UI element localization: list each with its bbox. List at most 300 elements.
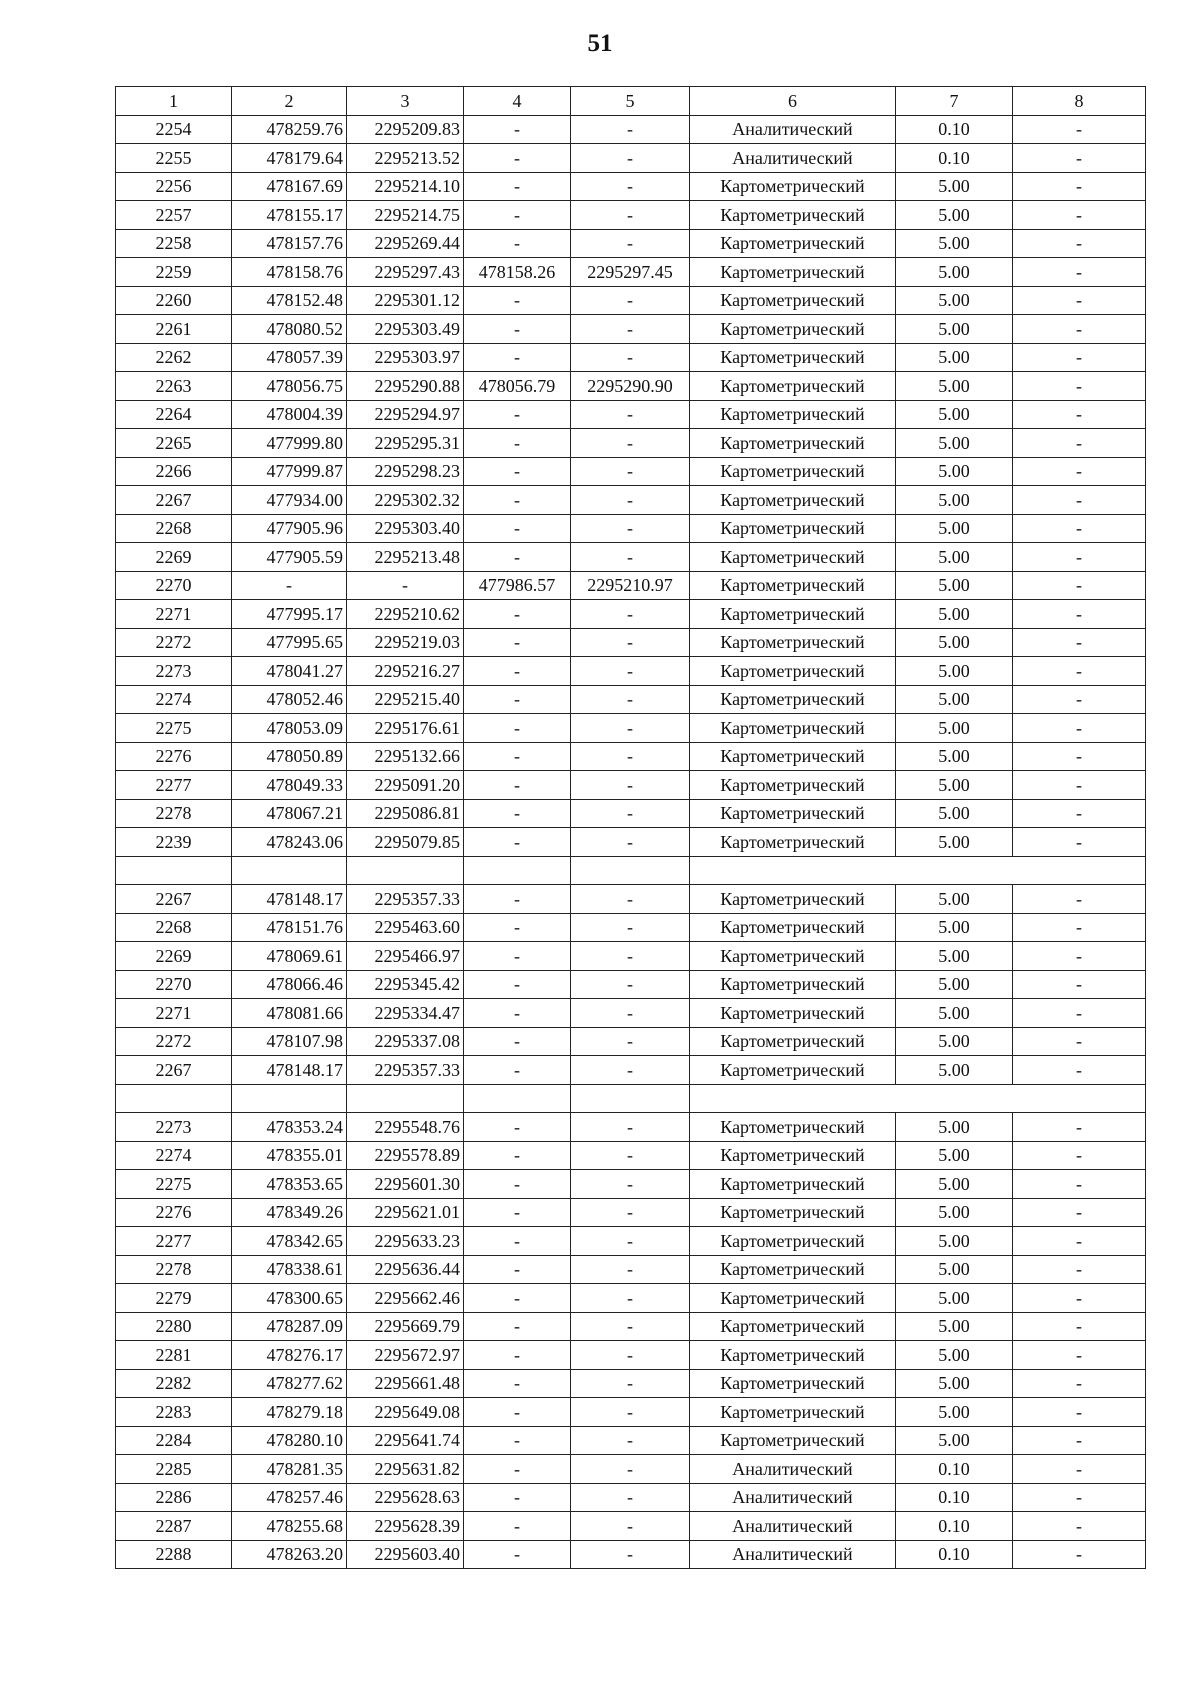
column-header-1: 1 [116, 87, 232, 116]
table-cell-col-4: - [464, 1312, 571, 1341]
table-cell-col-8: - [1013, 1284, 1146, 1313]
table-cell-col-1: 2255 [116, 144, 232, 173]
table-cell-col-4: - [464, 1455, 571, 1484]
table-cell-col-3: 2295548.76 [347, 1113, 464, 1142]
table-row [116, 1113, 1146, 1142]
table-cell-col-7: 5.00 [896, 429, 1013, 458]
table-cell-col-5: - [571, 714, 690, 743]
table-cell-col-6: Картометрический [690, 1369, 896, 1398]
table-cell-col-4: - [464, 1255, 571, 1284]
table-cell-col-5: - [571, 1056, 690, 1085]
table-cell-col-8: - [1013, 1540, 1146, 1569]
table-cell-col-4: 477986.57 [464, 571, 571, 600]
table-cell-col-1: 2279 [116, 1284, 232, 1313]
separator-cell [1013, 856, 1146, 885]
separator-cell [347, 1084, 464, 1113]
table-cell-col-6: Картометрический [690, 258, 896, 287]
table-row [116, 343, 1146, 372]
table-row [116, 999, 1146, 1028]
table-cell-col-8: - [1013, 457, 1146, 486]
section-separator [116, 856, 1146, 885]
table-cell-col-6: Картометрический [690, 1056, 896, 1085]
table-cell-col-8: - [1013, 685, 1146, 714]
table-cell-col-3: 2295633.23 [347, 1227, 464, 1256]
table-cell-col-1: 2267 [116, 1056, 232, 1085]
table-cell-col-3: 2295631.82 [347, 1455, 464, 1484]
table-cell-col-2: 478052.46 [232, 685, 347, 714]
table-cell-col-5: - [571, 885, 690, 914]
table-cell-col-6: Аналитический [690, 144, 896, 173]
table-cell-col-7: 5.00 [896, 315, 1013, 344]
table-cell-col-6: Картометрический [690, 1141, 896, 1170]
table-row [116, 571, 1146, 600]
table-cell-col-2: 478338.61 [232, 1255, 347, 1284]
table-cell-col-1: 2262 [116, 343, 232, 372]
table-cell-col-6: Картометрический [690, 372, 896, 401]
table-cell-col-2: 478041.27 [232, 657, 347, 686]
table-row [116, 771, 1146, 800]
table-body [116, 87, 1146, 1569]
table-row [116, 286, 1146, 315]
table-cell-col-1: 2274 [116, 685, 232, 714]
table-cell-col-8: - [1013, 571, 1146, 600]
table-cell-col-3: 2295357.33 [347, 885, 464, 914]
table-cell-col-4: - [464, 457, 571, 486]
table-cell-col-8: - [1013, 714, 1146, 743]
column-header-8: 8 [1013, 87, 1146, 116]
table-cell-col-3: 2295214.10 [347, 172, 464, 201]
table-row [116, 714, 1146, 743]
table-cell-col-4: - [464, 315, 571, 344]
table-cell-col-7: 5.00 [896, 1255, 1013, 1284]
table-cell-col-8: - [1013, 372, 1146, 401]
table-cell-col-1: 2275 [116, 714, 232, 743]
table-cell-col-8: - [1013, 1398, 1146, 1427]
table-cell-col-5: - [571, 1170, 690, 1199]
table-cell-col-3: 2295215.40 [347, 685, 464, 714]
table-cell-col-4: - [464, 543, 571, 572]
table-cell-col-8: - [1013, 115, 1146, 144]
table-cell-col-1: 2273 [116, 657, 232, 686]
table-cell-col-1: 2270 [116, 571, 232, 600]
table-cell-col-7: 5.00 [896, 1027, 1013, 1056]
table-cell-col-6: Картометрический [690, 628, 896, 657]
table-cell-col-2: 478342.65 [232, 1227, 347, 1256]
table-cell-col-4: - [464, 115, 571, 144]
table-cell-col-2: 478259.76 [232, 115, 347, 144]
table-row [116, 514, 1146, 543]
table-cell-col-1: 2278 [116, 1255, 232, 1284]
table-cell-col-3: 2295628.39 [347, 1512, 464, 1541]
table-cell-col-3: 2295303.49 [347, 315, 464, 344]
table-cell-col-6: Картометрический [690, 999, 896, 1028]
table-cell-col-2: 478276.17 [232, 1341, 347, 1370]
table-cell-col-7: 5.00 [896, 543, 1013, 572]
table-cell-col-7: 5.00 [896, 1198, 1013, 1227]
table-cell-col-6: Картометрический [690, 742, 896, 771]
table-cell-col-6: Картометрический [690, 343, 896, 372]
table-cell-col-1: 2269 [116, 543, 232, 572]
table-cell-col-2: 478349.26 [232, 1198, 347, 1227]
table-cell-col-1: 2267 [116, 486, 232, 515]
table-cell-col-1: 2256 [116, 172, 232, 201]
table-cell-col-5: 2295210.97 [571, 571, 690, 600]
table-cell-col-4: - [464, 600, 571, 629]
table-cell-col-7: 5.00 [896, 970, 1013, 999]
table-cell-col-3: 2295603.40 [347, 1540, 464, 1569]
table-cell-col-3: 2295303.40 [347, 514, 464, 543]
table-cell-col-7: 5.00 [896, 771, 1013, 800]
table-cell-col-6: Картометрический [690, 885, 896, 914]
table-cell-col-5: - [571, 1255, 690, 1284]
separator-cell [116, 1084, 232, 1113]
table-cell-col-2: 478049.33 [232, 771, 347, 800]
table-cell-col-6: Картометрический [690, 600, 896, 629]
table-cell-col-1: 2281 [116, 1341, 232, 1370]
table-row [116, 942, 1146, 971]
table-cell-col-7: 0.10 [896, 1483, 1013, 1512]
table-cell-col-2: 478287.09 [232, 1312, 347, 1341]
table-cell-col-2: 477999.87 [232, 457, 347, 486]
table-cell-col-6: Картометрический [690, 543, 896, 572]
table-cell-col-8: - [1013, 343, 1146, 372]
table-cell-col-4: - [464, 229, 571, 258]
table-cell-col-5: - [571, 1398, 690, 1427]
table-cell-col-3: 2295669.79 [347, 1312, 464, 1341]
table-cell-col-7: 5.00 [896, 1284, 1013, 1313]
separator-cell [896, 856, 1013, 885]
table-cell-col-6: Аналитический [690, 1483, 896, 1512]
table-cell-col-5: - [571, 201, 690, 230]
table-cell-col-8: - [1013, 1056, 1146, 1085]
table-cell-col-5: - [571, 543, 690, 572]
table-cell-col-5: - [571, 913, 690, 942]
column-header-2: 2 [232, 87, 347, 116]
table-row [116, 258, 1146, 287]
table-cell-col-7: 5.00 [896, 457, 1013, 486]
table-cell-col-4: - [464, 1198, 571, 1227]
separator-cell [690, 856, 896, 885]
table-cell-col-4: - [464, 343, 571, 372]
table-cell-col-7: 5.00 [896, 400, 1013, 429]
table-cell-col-8: - [1013, 885, 1146, 914]
table-cell-col-8: - [1013, 999, 1146, 1028]
table-cell-col-2: 478081.66 [232, 999, 347, 1028]
table-cell-col-8: - [1013, 1027, 1146, 1056]
table-cell-col-5: - [571, 1512, 690, 1541]
table-cell-col-5: - [571, 600, 690, 629]
table-row [116, 1056, 1146, 1085]
table-cell-col-8: - [1013, 913, 1146, 942]
table-cell-col-5: - [571, 115, 690, 144]
table-cell-col-8: - [1013, 486, 1146, 515]
table-cell-col-2: - [232, 571, 347, 600]
table-cell-col-3: 2295298.23 [347, 457, 464, 486]
separator-cell [571, 1084, 690, 1113]
table-cell-col-6: Картометрический [690, 1398, 896, 1427]
table-cell-col-3: 2295301.12 [347, 286, 464, 315]
table-cell-col-2: 478300.65 [232, 1284, 347, 1313]
table-row [116, 486, 1146, 515]
table-cell-col-3: 2295601.30 [347, 1170, 464, 1199]
table-cell-col-3: 2295295.31 [347, 429, 464, 458]
table-cell-col-4: - [464, 942, 571, 971]
table-cell-col-5: - [571, 1341, 690, 1370]
table-cell-col-4: - [464, 400, 571, 429]
table-cell-col-8: - [1013, 1483, 1146, 1512]
table-cell-col-4: - [464, 970, 571, 999]
table-cell-col-3: 2295357.33 [347, 1056, 464, 1085]
coordinates-table [115, 86, 1146, 1569]
table-cell-col-2: 477995.17 [232, 600, 347, 629]
table-cell-col-5: - [571, 429, 690, 458]
table-cell-col-7: 5.00 [896, 1398, 1013, 1427]
table-cell-col-3: 2295294.97 [347, 400, 464, 429]
table-cell-col-8: - [1013, 201, 1146, 230]
table-cell-col-8: - [1013, 1455, 1146, 1484]
table-cell-col-5: - [571, 1483, 690, 1512]
table-cell-col-3: 2295210.62 [347, 600, 464, 629]
table-cell-col-1: 2285 [116, 1455, 232, 1484]
table-cell-col-6: Картометрический [690, 1255, 896, 1284]
table-cell-col-7: 5.00 [896, 201, 1013, 230]
table-cell-col-5: - [571, 942, 690, 971]
table-cell-col-3: 2295132.66 [347, 742, 464, 771]
separator-cell [232, 1084, 347, 1113]
table-cell-col-7: 5.00 [896, 343, 1013, 372]
table-cell-col-3: - [347, 571, 464, 600]
table-cell-col-4: - [464, 771, 571, 800]
table-cell-col-8: - [1013, 970, 1146, 999]
table-cell-col-4: - [464, 1113, 571, 1142]
table-cell-col-8: - [1013, 144, 1146, 173]
table-cell-col-5: - [571, 628, 690, 657]
table-row [116, 1255, 1146, 1284]
table-cell-col-4: - [464, 1512, 571, 1541]
table-cell-col-1: 2267 [116, 885, 232, 914]
table-cell-col-2: 478004.39 [232, 400, 347, 429]
table-cell-col-3: 2295219.03 [347, 628, 464, 657]
table-cell-col-6: Картометрический [690, 486, 896, 515]
table-row [116, 315, 1146, 344]
table-cell-col-8: - [1013, 229, 1146, 258]
table-cell-col-3: 2295466.97 [347, 942, 464, 971]
table-cell-col-3: 2295345.42 [347, 970, 464, 999]
table-cell-col-2: 477934.00 [232, 486, 347, 515]
table-row [116, 1398, 1146, 1427]
table-cell-col-5: - [571, 514, 690, 543]
table-cell-col-6: Картометрический [690, 1426, 896, 1455]
separator-cell [464, 1084, 571, 1113]
table-cell-col-2: 478155.17 [232, 201, 347, 230]
table-cell-col-7: 5.00 [896, 1113, 1013, 1142]
table-cell-col-4: - [464, 742, 571, 771]
table-cell-col-6: Картометрический [690, 571, 896, 600]
table-cell-col-7: 5.00 [896, 913, 1013, 942]
table-cell-col-3: 2295213.52 [347, 144, 464, 173]
table-cell-col-4: - [464, 1426, 571, 1455]
table-cell-col-2: 478069.61 [232, 942, 347, 971]
table-cell-col-1: 2282 [116, 1369, 232, 1398]
table-cell-col-8: - [1013, 1141, 1146, 1170]
table-cell-col-1: 2272 [116, 1027, 232, 1056]
table-cell-col-2: 478179.64 [232, 144, 347, 173]
table-cell-col-8: - [1013, 543, 1146, 572]
table-cell-col-5: - [571, 1027, 690, 1056]
table-cell-col-1: 2270 [116, 970, 232, 999]
column-header-7: 7 [896, 87, 1013, 116]
table-row [116, 543, 1146, 572]
table-cell-col-5: - [571, 771, 690, 800]
table-row [116, 372, 1146, 401]
table-cell-col-7: 5.00 [896, 1227, 1013, 1256]
table-cell-col-4: - [464, 1170, 571, 1199]
table-row [116, 1512, 1146, 1541]
table-cell-col-5: - [571, 457, 690, 486]
table-cell-col-6: Картометрический [690, 942, 896, 971]
table-cell-col-8: - [1013, 1255, 1146, 1284]
table-cell-col-1: 2276 [116, 742, 232, 771]
table-cell-col-7: 5.00 [896, 685, 1013, 714]
table-cell-col-2: 478158.76 [232, 258, 347, 287]
table-cell-col-1: 2266 [116, 457, 232, 486]
table-cell-col-7: 5.00 [896, 1341, 1013, 1370]
table-cell-col-7: 5.00 [896, 172, 1013, 201]
table-cell-col-7: 5.00 [896, 486, 1013, 515]
table-cell-col-7: 0.10 [896, 144, 1013, 173]
table-cell-col-7: 5.00 [896, 372, 1013, 401]
table-cell-col-4: - [464, 799, 571, 828]
table-cell-col-5: - [571, 1455, 690, 1484]
table-cell-col-7: 5.00 [896, 600, 1013, 629]
table-cell-col-4: - [464, 999, 571, 1028]
table-cell-col-5: - [571, 400, 690, 429]
table-cell-col-6: Картометрический [690, 172, 896, 201]
table-cell-col-1: 2287 [116, 1512, 232, 1541]
table-cell-col-7: 5.00 [896, 799, 1013, 828]
table-cell-col-2: 478255.68 [232, 1512, 347, 1541]
table-cell-col-8: - [1013, 628, 1146, 657]
table-cell-col-4: - [464, 144, 571, 173]
table-cell-col-7: 5.00 [896, 885, 1013, 914]
table-cell-col-3: 2295641.74 [347, 1426, 464, 1455]
table-cell-col-1: 2261 [116, 315, 232, 344]
table-cell-col-6: Картометрический [690, 1227, 896, 1256]
table-cell-col-5: - [571, 1141, 690, 1170]
table-cell-col-1: 2259 [116, 258, 232, 287]
table-cell-col-2: 478152.48 [232, 286, 347, 315]
table-cell-col-3: 2295297.43 [347, 258, 464, 287]
table-cell-col-7: 5.00 [896, 828, 1013, 857]
table-cell-col-2: 478053.09 [232, 714, 347, 743]
table-cell-col-3: 2295214.75 [347, 201, 464, 230]
table-cell-col-1: 2280 [116, 1312, 232, 1341]
separator-cell [116, 856, 232, 885]
table-cell-col-2: 478157.76 [232, 229, 347, 258]
table-cell-col-6: Картометрический [690, 685, 896, 714]
table-row [116, 1312, 1146, 1341]
table-row [116, 742, 1146, 771]
table-cell-col-3: 2295290.88 [347, 372, 464, 401]
table-cell-col-8: - [1013, 828, 1146, 857]
table-cell-col-5: - [571, 657, 690, 686]
table-cell-col-3: 2295176.61 [347, 714, 464, 743]
section-separator [116, 1084, 1146, 1113]
table-cell-col-5: - [571, 685, 690, 714]
table-row [116, 457, 1146, 486]
table-cell-col-6: Картометрический [690, 400, 896, 429]
table-cell-col-3: 2295269.44 [347, 229, 464, 258]
table-cell-col-5: - [571, 1284, 690, 1313]
table-cell-col-8: - [1013, 315, 1146, 344]
table-cell-col-1: 2288 [116, 1540, 232, 1569]
table-row [116, 172, 1146, 201]
table-cell-col-2: 478151.76 [232, 913, 347, 942]
table-cell-col-6: Картометрический [690, 970, 896, 999]
table-cell-col-6: Аналитический [690, 1455, 896, 1484]
table-cell-col-3: 2295303.97 [347, 343, 464, 372]
table-cell-col-2: 478167.69 [232, 172, 347, 201]
table-row [116, 828, 1146, 857]
table-cell-col-5: 2295290.90 [571, 372, 690, 401]
table-cell-col-5: - [571, 286, 690, 315]
table-row [116, 1227, 1146, 1256]
table-cell-col-2: 478353.24 [232, 1113, 347, 1142]
table-cell-col-3: 2295213.48 [347, 543, 464, 572]
table-cell-col-4: 478158.26 [464, 258, 571, 287]
table-cell-col-1: 2271 [116, 600, 232, 629]
column-header-3: 3 [347, 87, 464, 116]
table-cell-col-7: 5.00 [896, 657, 1013, 686]
table-cell-col-1: 2258 [116, 229, 232, 258]
table-cell-col-2: 478281.35 [232, 1455, 347, 1484]
table-cell-col-1: 2260 [116, 286, 232, 315]
table-cell-col-2: 478066.46 [232, 970, 347, 999]
table-cell-col-1: 2274 [116, 1141, 232, 1170]
table-cell-col-7: 5.00 [896, 1369, 1013, 1398]
table-cell-col-4: - [464, 1027, 571, 1056]
table-cell-col-3: 2295636.44 [347, 1255, 464, 1284]
table-cell-col-2: 478280.10 [232, 1426, 347, 1455]
table-cell-col-6: Аналитический [690, 115, 896, 144]
table-row [116, 1341, 1146, 1370]
table-cell-col-4: - [464, 486, 571, 515]
table-cell-col-3: 2295209.83 [347, 115, 464, 144]
table-cell-col-5: - [571, 229, 690, 258]
table-cell-col-8: - [1013, 799, 1146, 828]
table-cell-col-8: - [1013, 657, 1146, 686]
table-cell-col-6: Картометрический [690, 799, 896, 828]
table-cell-col-1: 2275 [116, 1170, 232, 1199]
table-cell-col-1: 2269 [116, 942, 232, 971]
table-cell-col-1: 2257 [116, 201, 232, 230]
table-cell-col-4: - [464, 1141, 571, 1170]
table-row [116, 201, 1146, 230]
table-cell-col-8: - [1013, 514, 1146, 543]
table-cell-col-7: 5.00 [896, 714, 1013, 743]
table-cell-col-8: - [1013, 1369, 1146, 1398]
table-row [116, 229, 1146, 258]
table-cell-col-1: 2268 [116, 913, 232, 942]
table-cell-col-7: 5.00 [896, 229, 1013, 258]
column-header-5: 5 [571, 87, 690, 116]
table-cell-col-7: 5.00 [896, 999, 1013, 1028]
table-cell-col-7: 5.00 [896, 286, 1013, 315]
table-cell-col-7: 5.00 [896, 1312, 1013, 1341]
table-cell-col-4: - [464, 172, 571, 201]
table-cell-col-1: 2272 [116, 628, 232, 657]
table-cell-col-4: 478056.79 [464, 372, 571, 401]
